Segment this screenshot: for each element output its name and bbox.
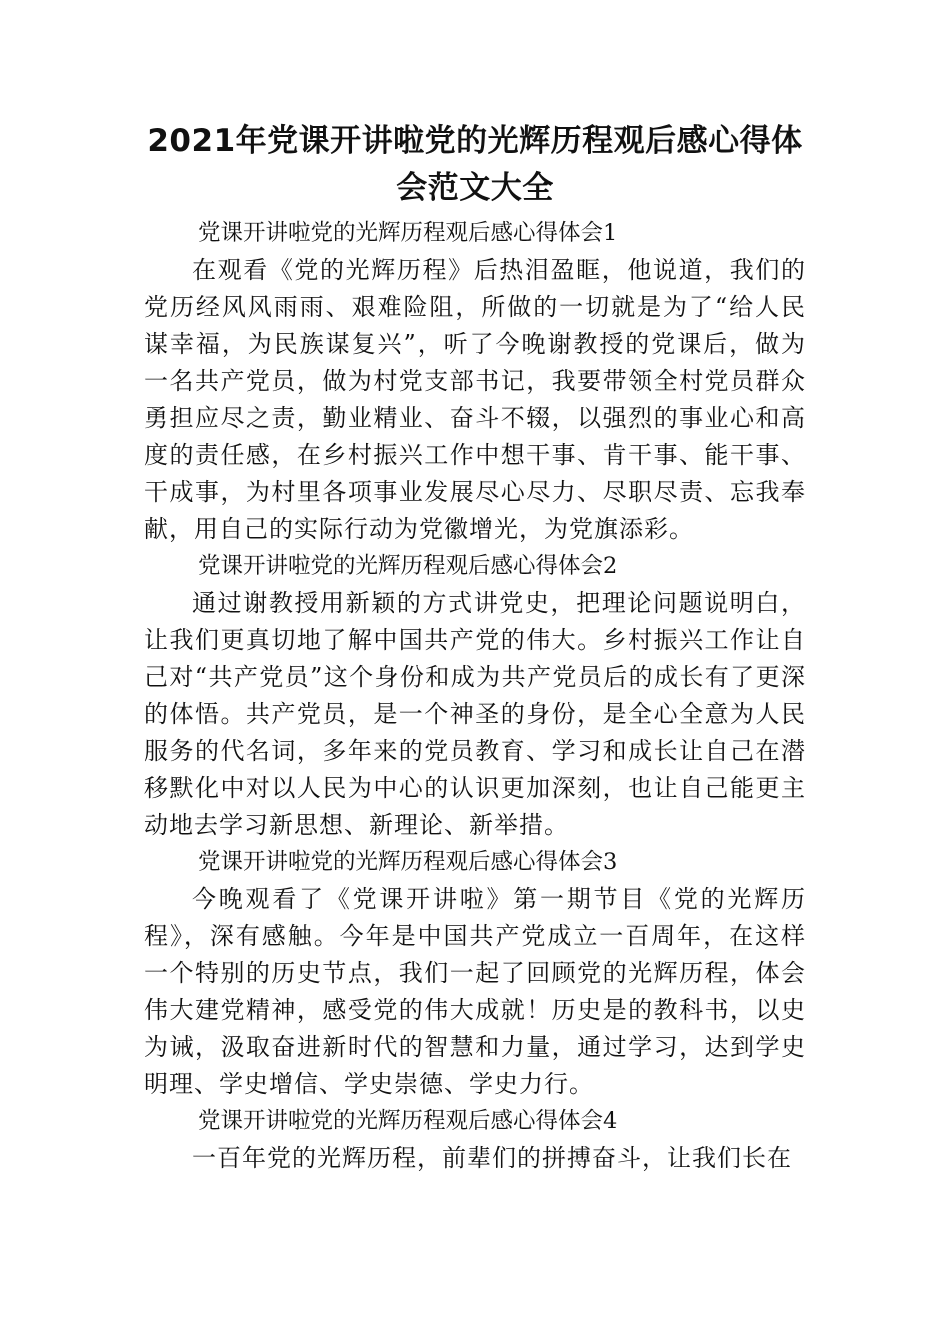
section-heading-2: 党课开讲啦党的光辉历程观后感心得体会2 bbox=[198, 553, 618, 579]
document-title: 2021年党课开讲啦党的光辉历程观后感心得体会范文大全 bbox=[147, 123, 803, 206]
section-heading-3: 党课开讲啦党的光辉历程观后感心得体会3 bbox=[198, 849, 618, 875]
section-body-4: 一百年党的光辉历程，前辈们的拼搏奋斗，让我们长在 bbox=[192, 1144, 792, 1172]
document-page bbox=[144, 118, 806, 1177]
section-heading-4: 党课开讲啦党的光辉历程观后感心得体会4 bbox=[198, 1108, 618, 1134]
section-body-1: 在观看《党的光辉历程》后热泪盈眶，他说道，我们的党历经风风雨雨、艰难险阻，所做的一切就是为了“给人民谋幸福，为民族谋复兴”，听了今晚谢教授的党课后，做为一名共产党员，做为村党支部书记，我要带领全村党员群众勇担应尽之责，勤业精业、奋斗不辍，以强烈的事业心和高度的责任感，在乡村振兴工作中想干事、肯干事、能干事、干成事，为村里各项事业发展尽心尽力、尽职尽责、忘我奉献，用自己的实际行动为党徽增光，为党旗添彩。 bbox=[144, 256, 806, 543]
section-heading-1: 党课开讲啦党的光辉历程观后感心得体会1 bbox=[198, 220, 618, 246]
section-body-2: 通过谢教授用新颖的方式讲党史，把理论问题说明白，让我们更真切地了解中国共产党的伟大。乡村振兴工作让自己对“共产党员”这个身份和成为共产党员后的成长有了更深的体悟。共产党员，是一个神圣的身份，是全心全意为人民服务的代名词，多年来的党员教育、学习和成长让自己在潜移默化中对以人民为中心的认识更加深刻，也让自己能更主动地去学习新思想、新理论、新举措。 bbox=[144, 589, 806, 839]
section-body-3: 今晚观看了《党课开讲啦》第一期节目《党的光辉历程》，深有感触。今年是中国共产党成立一百周年，在这样一个特别的历史节点，我们一起了回顾党的光辉历程，体会伟大建党精神，感受党的伟大成就！历史是的教科书，以史为诫，汲取奋进新时代的智慧和力量，通过学习，达到学史明理、学史增信、学史崇德、学史力行。 bbox=[144, 885, 806, 1098]
